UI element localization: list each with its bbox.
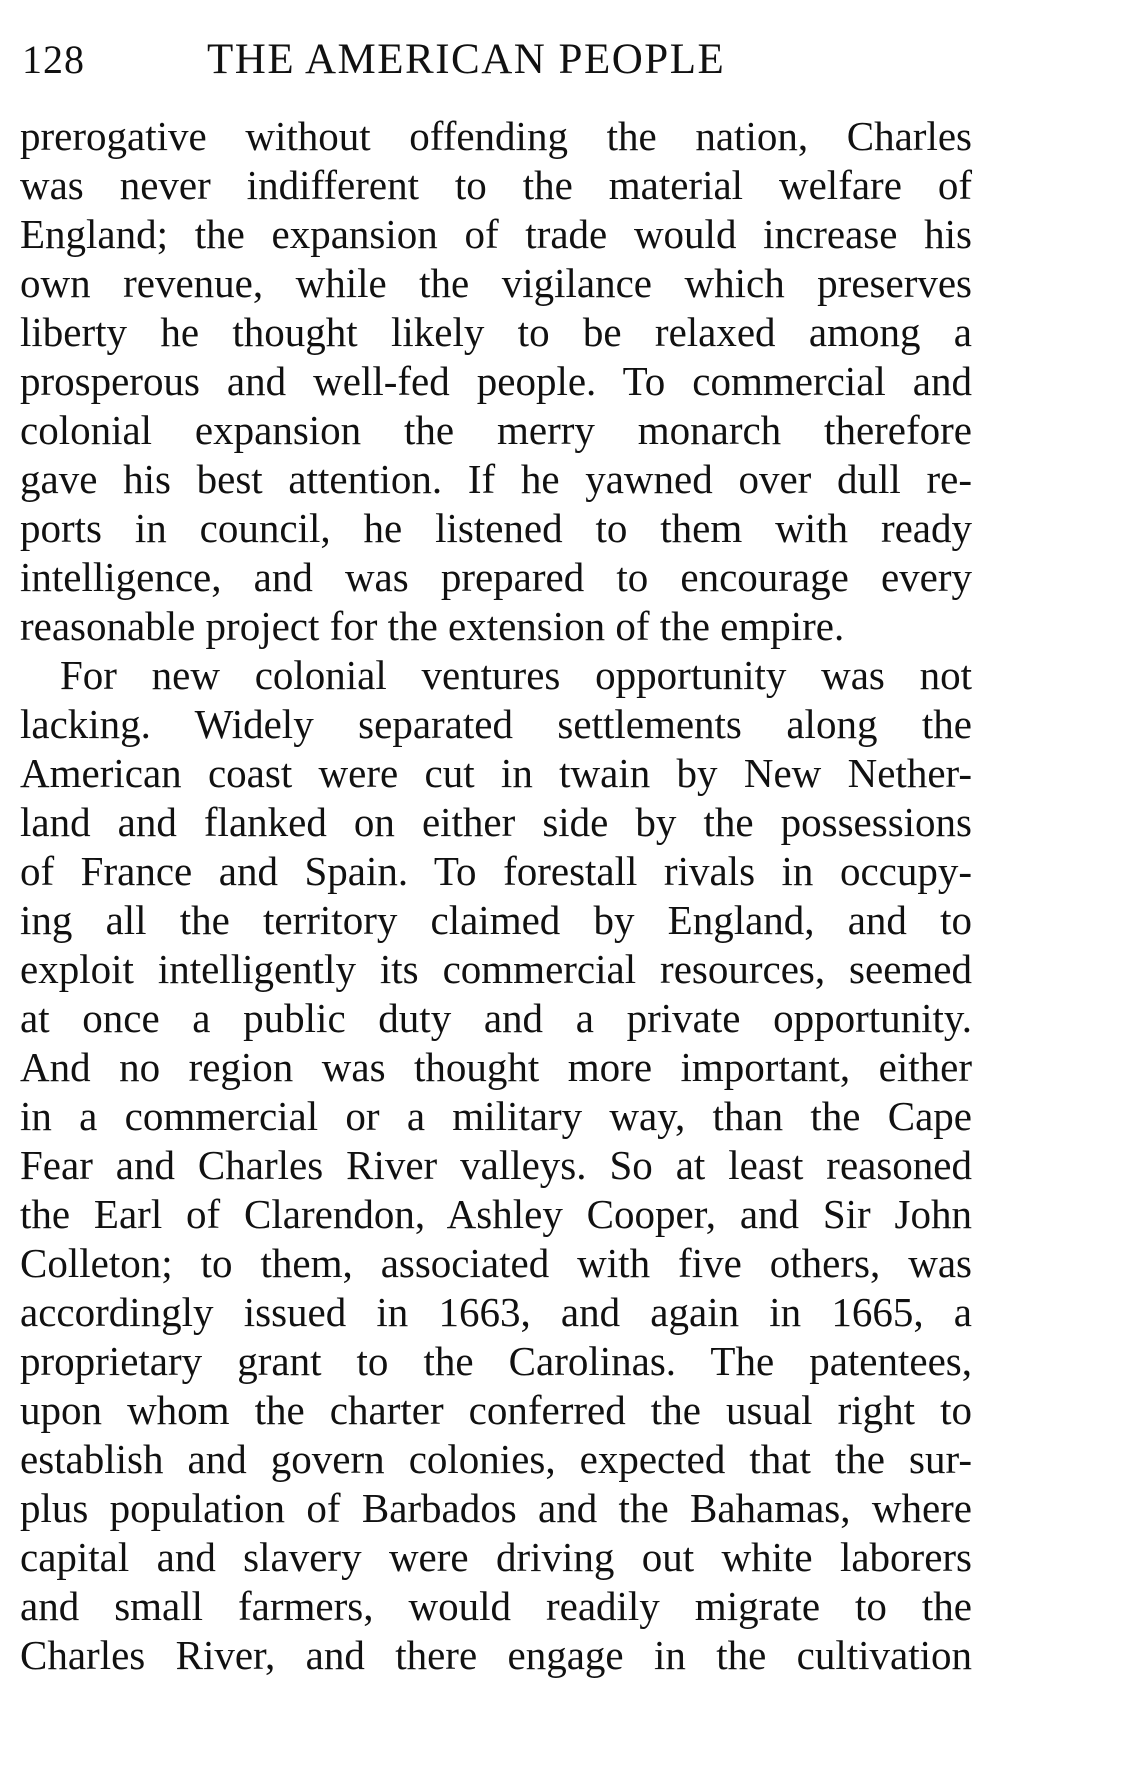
text-line: capital and slavery were driving out white laborers — [20, 1534, 972, 1580]
text-line: colonial expansion the merry monarch therefore — [20, 407, 972, 453]
text-line: Charles River, and there engage in the cultivation — [20, 1632, 972, 1678]
text-line: intelligence, and was prepared to encourage every — [20, 554, 972, 600]
text-line: and small farmers, would readily migrate to the — [20, 1583, 972, 1629]
text-line: gave his best attention. If he yawned over dull re- — [20, 456, 972, 502]
text-line: plus population of Barbados and the Bahamas, where — [20, 1485, 972, 1531]
text-line: own revenue, while the vigilance which preserves — [20, 260, 972, 306]
text-line: accordingly issued in 1663, and again in 1665, a — [20, 1289, 972, 1335]
body-text — [20, 112, 972, 1680]
running-title: THE AMERICAN PEOPLE — [207, 36, 726, 83]
text-line: establish and govern colonies, expected that the sur- — [20, 1436, 972, 1482]
page-header — [22, 30, 982, 90]
text-line: the Earl of Clarendon, Ashley Cooper, and Sir John — [20, 1191, 972, 1237]
text-line: in a commercial or a military way, than the Cape — [20, 1093, 972, 1139]
text-line: prerogative without offending the nation, Charles — [20, 113, 972, 159]
text-line: proprietary grant to the Carolinas. The patentees, — [20, 1338, 972, 1384]
text-line: England; the expansion of trade would increase his — [20, 211, 972, 257]
text-line: Colleton; to them, associated with five others, was — [20, 1240, 972, 1286]
text-line: liberty he thought likely to be relaxed among a — [20, 309, 972, 355]
text-line: land and flanked on either side by the possessions — [20, 799, 972, 845]
text-line: at once a public duty and a private opportunity. — [20, 995, 972, 1041]
text-line: prosperous and well-fed people. To commercial and — [20, 358, 972, 404]
page-number: 128 — [22, 37, 85, 82]
paragraph-2 — [20, 651, 972, 1680]
text-line: Fear and Charles River valleys. So at least reasoned — [20, 1142, 972, 1188]
text-line: upon whom the charter conferred the usual right to — [20, 1387, 972, 1433]
text-line: ing all the territory claimed by England, and to — [20, 897, 972, 943]
text-line: ports in council, he listened to them with ready — [20, 505, 972, 551]
text-line: of France and Spain. To forestall rivals in occupy- — [20, 848, 972, 894]
paragraph-1 — [20, 112, 972, 651]
text-line: For new colonial ventures opportunity was not — [60, 652, 972, 698]
text-line: exploit intelligently its commercial resources, seemed — [20, 946, 972, 992]
text-line: lacking. Widely separated settlements along the — [20, 701, 972, 747]
text-line: was never indifferent to the material welfare of — [20, 162, 972, 208]
text-line: reasonable project for the extension of the empire. — [20, 603, 845, 649]
text-line: And no region was thought more important, either — [20, 1044, 972, 1090]
text-line: American coast were cut in twain by New Nether- — [20, 750, 972, 796]
